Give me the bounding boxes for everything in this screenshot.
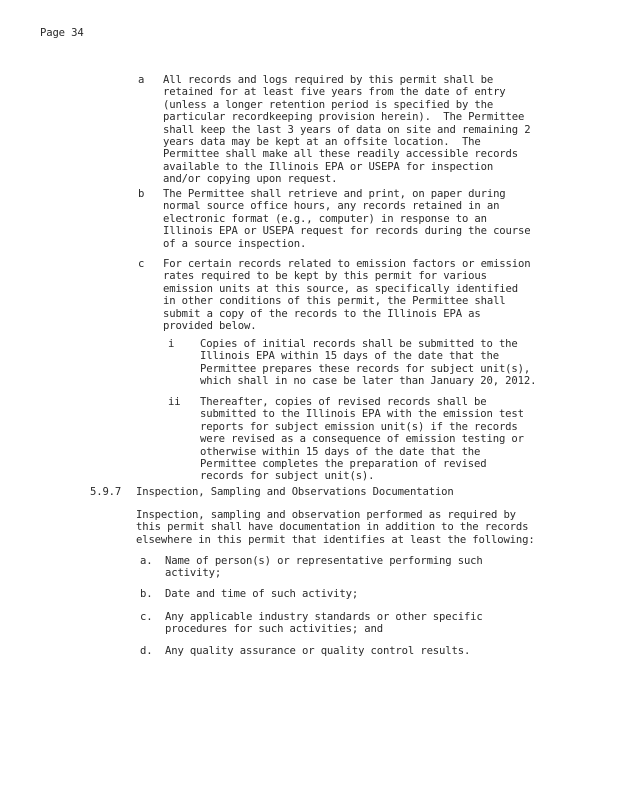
text-line: retained for at least five years from the date of entry [163, 86, 506, 99]
text-line: activity; [165, 567, 222, 580]
item-label-a: a [138, 74, 145, 86]
text-line: emission units at this source, as specifically identified [163, 282, 518, 295]
text-line: Permittee completes the preparation of revised [200, 457, 487, 470]
text-line: For certain records related to emission factors or emission [163, 258, 531, 270]
text-line: Any applicable industry standards or other specific [165, 611, 483, 623]
text-line: and/or copying upon request. [163, 173, 338, 186]
text-line: The Permittee shall retrieve and print, on paper during [163, 188, 506, 200]
text-line: particular recordkeeping provision herein). The Permittee [163, 111, 525, 124]
list-label-d: d. [140, 645, 153, 657]
text-line: shall keep the last 3 years of data on site and remaining 2 [163, 123, 531, 136]
section-title [136, 486, 454, 498]
paragraph-c-text [163, 258, 530, 332]
section-body-text [136, 509, 535, 546]
text-line: All records and logs required by this permit shall be [163, 74, 494, 86]
paragraph-a-text [163, 74, 530, 186]
text-line: provided below. [163, 319, 257, 332]
text-line: of a source inspection. [163, 237, 307, 250]
subparagraph-c-ii-text [200, 396, 524, 483]
text-line: reports for subject emission unit(s) if the records [200, 420, 518, 433]
text-line: in other conditions of this permit, the Permittee shall [163, 295, 506, 308]
text-line: otherwise within 15 days of the date that the [200, 445, 481, 458]
text-line: submitted to the Illinois EPA with the emission test [200, 408, 524, 421]
subparagraph-c-i-text [200, 338, 536, 388]
text-line: Permittee shall make all these readily accessible records [163, 148, 518, 161]
list-label-c: c. [140, 611, 153, 623]
text-line: elsewhere in this permit that identifies at least the following: [136, 533, 535, 546]
text-line: procedures for such activities; and [165, 623, 383, 636]
list-item-a-text [165, 555, 483, 580]
list-item-c-text [165, 611, 483, 636]
text-line: were revised as a consequence of emission testing or [200, 433, 524, 446]
page-number: Page 34 [40, 27, 84, 39]
text-line: (unless a longer retention period is specified by the [163, 98, 494, 111]
text-line: Date and time of such activity; [165, 588, 359, 600]
text-line: rates required to be kept by this permit for various [163, 270, 487, 283]
text-line: Inspection, Sampling and Observations Documentation [136, 486, 454, 498]
text-line: submit a copy of the records to the Illinois EPA as [163, 307, 481, 320]
text-line: Any quality assurance or quality control results. [165, 645, 471, 657]
item-label-c: c [138, 258, 145, 270]
paragraph-b-text [163, 188, 530, 250]
text-line: available to the Illinois EPA or USEPA for inspection [163, 160, 494, 173]
text-line: Inspection, sampling and observation performed as required by [136, 509, 516, 521]
text-line: Illinois EPA within 15 days of the date that the [200, 350, 499, 363]
text-line: Copies of initial records shall be submitted to the [200, 338, 518, 350]
list-label-b: b. [140, 588, 153, 600]
text-line: records for subject unit(s). [200, 470, 375, 483]
text-line: Illinois EPA or USEPA request for records during the course [163, 225, 531, 238]
section-number: 5.9.7 [90, 486, 122, 498]
text-line: this permit shall have documentation in addition to the records [136, 521, 529, 534]
text-line: Permittee prepares these records for subject unit(s), [200, 362, 531, 375]
text-line: electronic format (e.g., computer) in response to an [163, 212, 487, 225]
list-item-b-text [165, 588, 358, 600]
item-label-c-i: i [168, 338, 175, 350]
text-line: Thereafter, copies of revised records shall be [200, 396, 487, 408]
list-label-a: a. [140, 555, 153, 567]
item-label-c-ii: ii [168, 396, 181, 408]
text-line: Name of person(s) or representative performing such [165, 555, 483, 567]
list-item-d-text [165, 645, 470, 657]
item-label-b: b [138, 188, 145, 200]
text-line: normal source office hours, any records retained in an [163, 200, 500, 213]
text-line: which shall in no case be later than January 20, 2012. [200, 375, 537, 388]
text-line: years data may be kept at an offsite location. The [163, 135, 481, 148]
